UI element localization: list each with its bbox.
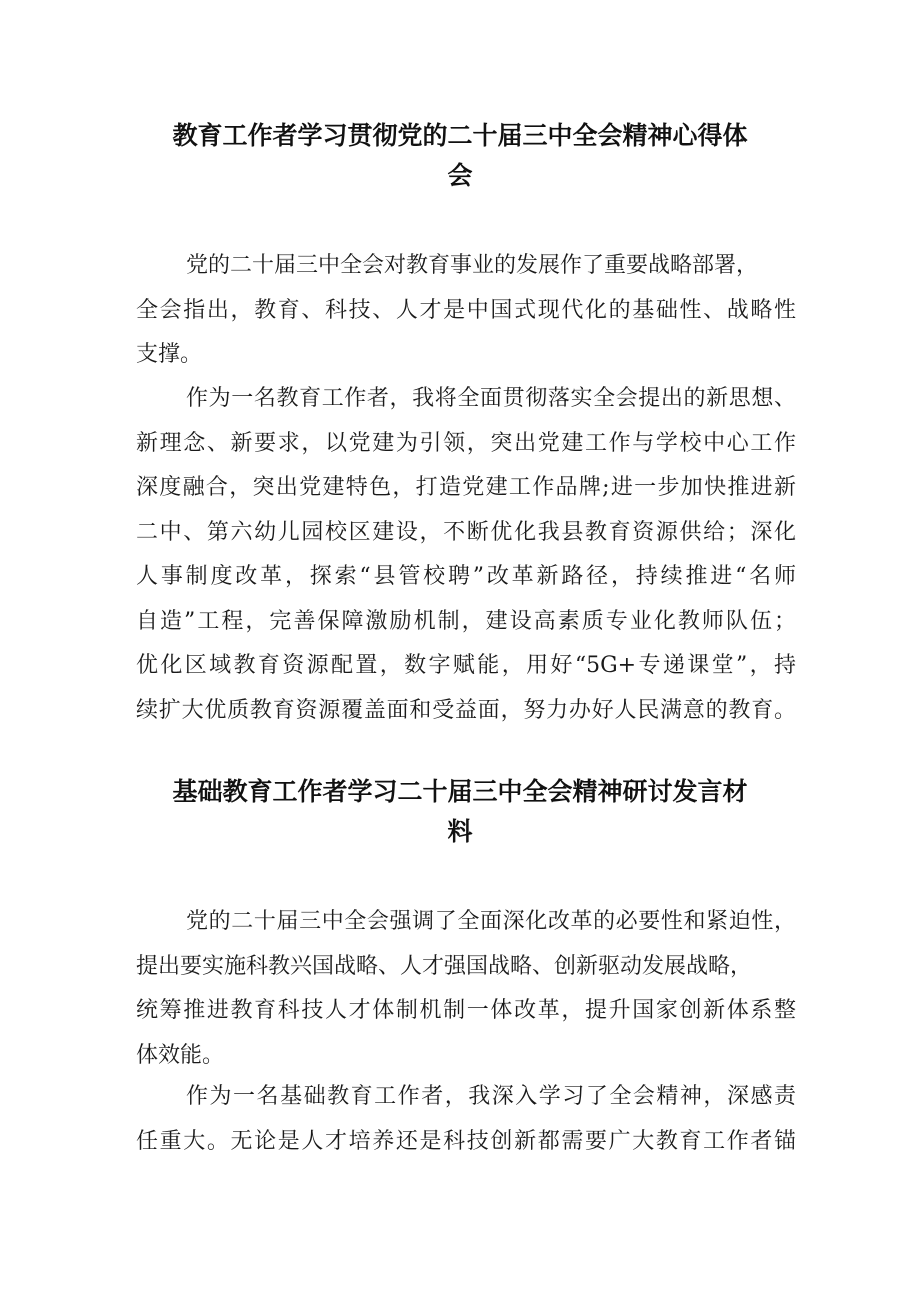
paragraph-line: 优化区域教育资源配置，数字赋能，用好“5G+专递课堂”，持 (136, 653, 796, 678)
paragraph-line: 深度融合，突出党建特色，打造党建工作品牌;进一步加快推进新 (136, 475, 796, 500)
paragraph-line: 提出要实施科教兴国战略、人才强国战略、创新驱动发展战略， (136, 953, 753, 979)
section-1-paragraph-2 (136, 377, 796, 733)
section-1-title-line-2: 会 (447, 161, 473, 190)
paragraph-line: 作为一名教育工作者，我将全面贯彻落实全会提出的新思想、 (186, 386, 796, 411)
paragraph-line: 体效能。 (136, 1042, 225, 1068)
paragraph-line: 统筹推进教育科技人才体制机制一体改革，提升国家创新体系整 (136, 998, 796, 1023)
paragraph-line: 作为一名基础教育工作者，我深入学习了全会精神，深感责 (186, 1084, 796, 1109)
paragraph-line: 全会指出，教育、科技、人才是中国式现代化的基础性、战略性 (136, 297, 796, 323)
section-2-title-line-1: 基础教育工作者学习二十届三中全会精神研讨发言材 (172, 777, 748, 806)
paragraph-line: 人事制度改革，探索“县管校聘”改革新路径，持续推进“名师 (136, 564, 796, 589)
paragraph-line: 自造”工程，完善保障激励机制，建设高素质专业化教师队伍； (136, 608, 796, 634)
section-2-title-line-2: 料 (447, 817, 473, 846)
section-2-title (0, 772, 920, 852)
section-1-title (0, 116, 920, 196)
paragraph-line: 任重大。无论是人才培养还是科技创新都需要广大教育工作者锚 (136, 1128, 796, 1154)
paragraph-line: 党的二十届三中全会对教育事业的发展作了重要战略部署， (186, 253, 759, 278)
paragraph-line: 支撑。 (136, 342, 203, 367)
paragraph-line: 续扩大优质教育资源覆盖面和受益面，努力办好人民满意的教育。 (136, 697, 796, 723)
section-2-paragraph-1 (136, 900, 796, 1078)
section-2-paragraph-2 (136, 1075, 796, 1164)
section-1-title-line-1: 教育工作者学习贯彻党的二十届三中全会精神心得体 (172, 121, 748, 150)
paragraph-line: 党的二十届三中全会强调了全面深化改革的必要性和紧迫性， (186, 909, 796, 934)
section-1-paragraph-1 (136, 244, 796, 378)
paragraph-line: 新理念、新要求，以党建为引领，突出党建工作与学校中心工作 (136, 430, 796, 456)
paragraph-line: 二中、第六幼儿园校区建设，不断优化我县教育资源供给；深化 (136, 519, 796, 545)
